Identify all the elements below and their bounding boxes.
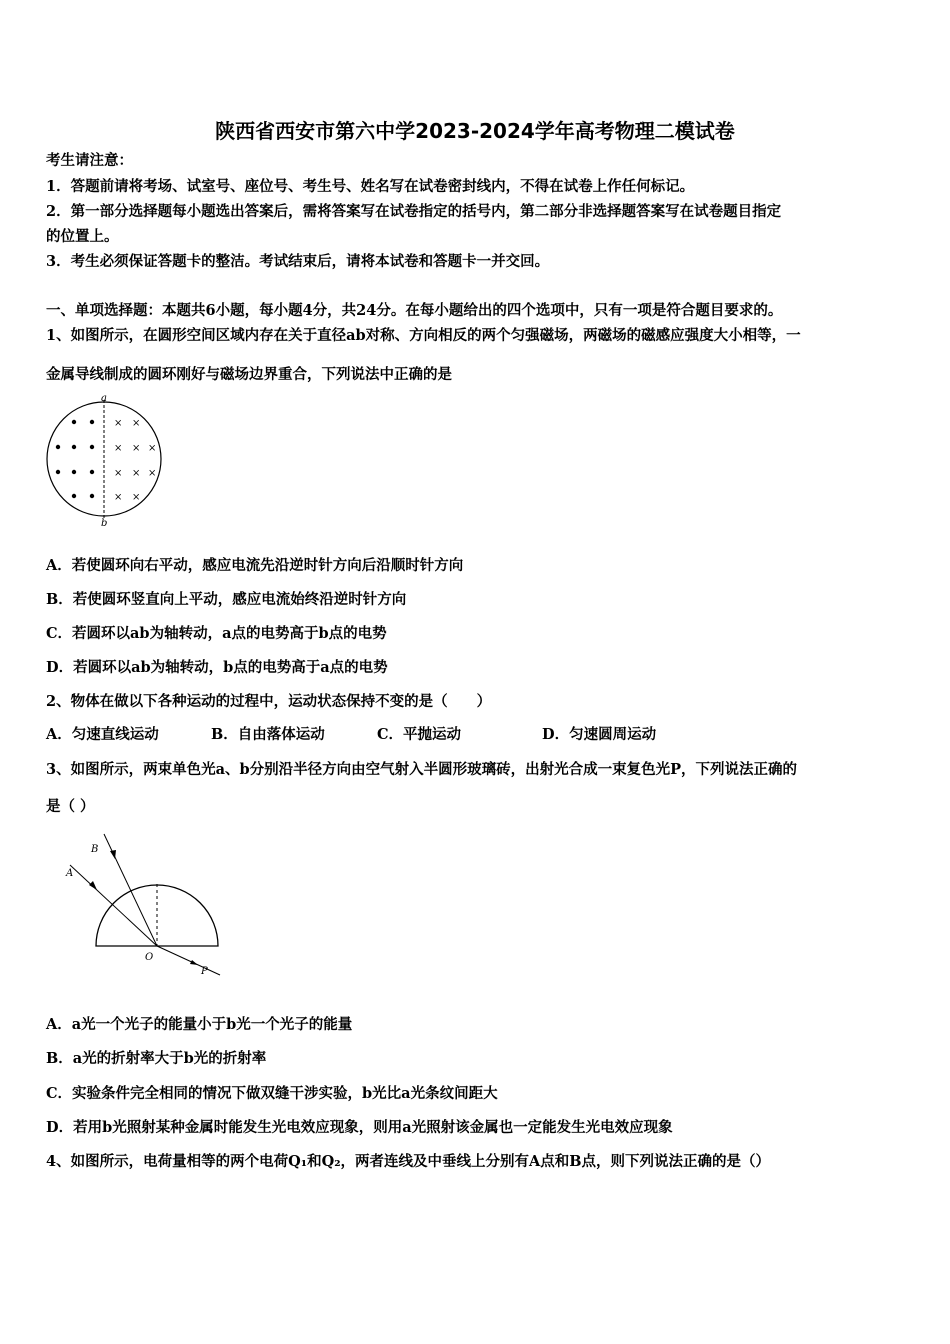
- q3-option-a: A．a光一个光子的能量小于b光一个光子的能量: [46, 1016, 353, 1033]
- q1-option-a: A．若使圆环向右平动，感应电流先沿逆时针方向后沿顺时针方向: [46, 557, 464, 574]
- label-a: a: [101, 394, 107, 404]
- svg-text:×: ×: [148, 443, 157, 454]
- label-a: A: [66, 868, 74, 879]
- svg-text:×: ×: [132, 443, 141, 454]
- q2-option-d: D．匀速圆周运动: [542, 726, 657, 743]
- q2-option-c: C．平抛运动: [377, 726, 462, 743]
- notice-item: 3．考生必须保证答题卡的整洁。考试结束后，请将本试卷和答题卡一并交回。: [46, 253, 550, 270]
- question-1-stem: 1、如图所示，在圆形空间区域内存在关于直径ab对称、方向相反的两个匀强磁场，两磁场的磁感应强度大小相等，一: [46, 327, 801, 344]
- notice-item: 1．答题前请将考场、试室号、座位号、考生号、姓名写在试卷密封线内，不得在试卷上作任何标记。: [46, 178, 695, 195]
- section-heading: 一、单项选择题：本题共6小题，每小题4分，共24分。在每小题给出的四个选项中，只有一项是符合题目要求的。: [46, 302, 783, 319]
- notice-item: 的位置上。: [46, 228, 119, 245]
- svg-text:×: ×: [114, 443, 123, 454]
- label-b: B: [91, 844, 99, 855]
- label-o: O: [145, 952, 154, 963]
- question-4-stem: 4、如图所示，电荷量相等的两个电荷Q₁和Q₂，两者连线及中垂线上分别有A点和B点，则下列说法正确的是（）: [46, 1153, 771, 1170]
- q3-option-b: B．a光的折射率大于b光的折射率: [46, 1050, 267, 1067]
- question-3-stem: 3、如图所示，两束单色光a、b分别沿半径方向由空气射入半圆形玻璃砖，出射光合成一束复色光P，下列说法正确的: [46, 761, 798, 778]
- svg-text:×: ×: [114, 468, 123, 479]
- question-1-stem-cont: 金属导线制成的圆环刚好与磁场边界重合，下列说法中正确的是: [46, 366, 452, 383]
- notice-header: 考生请注意：: [46, 152, 133, 169]
- svg-text:×: ×: [148, 468, 157, 479]
- notice-item: 2．第一部分选择题每小题选出答案后，需将答案写在试卷指定的括号内，第二部分非选择题答案写在试卷题目指定: [46, 203, 782, 220]
- q3-option-d: D．若用b光照射某种金属时能发生光电效应现象，则用a光照射该金属也一定能发生光电效应现象: [46, 1119, 673, 1136]
- q1-option-c: C．若圆环以ab为轴转动，a点的电势高于b点的电势: [46, 625, 387, 642]
- question-3-stem-cont: 是（ ）: [46, 798, 95, 815]
- label-p: P: [201, 966, 208, 977]
- svg-text:×: ×: [132, 468, 141, 479]
- semicircle-refraction-figure: [58, 832, 233, 982]
- svg-text:×: ×: [132, 492, 141, 503]
- label-b: b: [101, 518, 108, 529]
- q2-option-a: A．匀速直线运动: [46, 726, 159, 743]
- magnetic-field-circle-figure: [44, 394, 174, 529]
- q1-option-d: D．若圆环以ab为轴转动，b点的电势高于a点的电势: [46, 659, 388, 676]
- page-title: 陕西省西安市第六中学2023-2024学年高考物理二模试卷: [215, 119, 735, 143]
- q1-option-b: B．若使圆环竖直向上平动，感应电流始终沿逆时针方向: [46, 591, 407, 608]
- svg-text:×: ×: [132, 418, 141, 429]
- svg-text:×: ×: [114, 492, 123, 503]
- question-2-stem: 2、物体在做以下各种运动的过程中，运动状态保持不变的是（ ）: [46, 693, 492, 710]
- q2-option-b: B．自由落体运动: [211, 726, 325, 743]
- q3-option-c: C．实验条件完全相同的情况下做双缝干涉实验，b光比a光条纹间距大: [46, 1085, 498, 1102]
- svg-text:×: ×: [114, 418, 123, 429]
